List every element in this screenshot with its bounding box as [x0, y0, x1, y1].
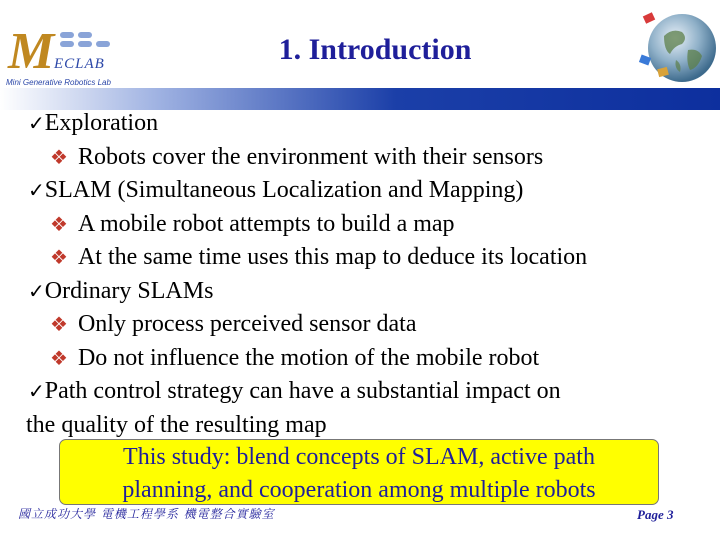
checkmark-icon: ✓ — [28, 111, 45, 135]
logo-subtitle: Mini Generative Robotics Lab — [6, 78, 111, 87]
page-number: Page 3 — [637, 507, 674, 522]
diamond-bullet-icon: ❖ — [50, 245, 68, 269]
diamond-bullet-icon: ❖ — [50, 345, 68, 370]
page-title: 1. Introduction — [278, 33, 472, 66]
highlight-line-1: This study: blend concepts of SLAM, active path — [123, 444, 595, 470]
diamond-bullet-icon: ❖ — [50, 144, 68, 169]
sub-bullet-item: ❖ Only process perceived sensor data — [50, 311, 417, 337]
bullet-item: ✓Exploration — [28, 110, 159, 136]
logo-robot-mark — [54, 30, 114, 56]
footer-institution: 國立成功大學 電機工程學系 機電整合實驗室 — [18, 507, 275, 521]
slide-content — [28, 107, 708, 442]
lab-logo — [2, 8, 130, 92]
checkmark-icon: ✓ — [28, 178, 45, 202]
sub-bullet-item: ❖ Do not influence the motion of the mobile robot — [50, 344, 540, 371]
highlight-line-2: planning, and cooperation among multiple robots — [122, 477, 596, 503]
logo-letter: M — [8, 23, 55, 80]
sub-bullet-item: ❖ At the same time uses this map to deduce its location — [50, 244, 588, 270]
checkmark-icon: ✓ — [28, 379, 45, 403]
logo-name: ECLAB — [54, 56, 105, 72]
sub-bullet-item: ❖ A mobile robot attempts to build a map — [50, 210, 455, 237]
bullet-continuation: the quality of the resulting map — [26, 411, 327, 438]
sub-bullet-item: ❖ Robots cover the environment with their sensors — [50, 143, 544, 170]
bullet-item: ✓Ordinary SLAMs — [28, 277, 214, 304]
globe-icon — [636, 6, 720, 90]
diamond-bullet-icon: ❖ — [50, 312, 68, 336]
bullet-item: ✓SLAM (Simultaneous Localization and Mapping) — [28, 177, 524, 203]
diamond-bullet-icon: ❖ — [50, 211, 68, 236]
bullet-item: ✓Path control strategy can have a substantial impact on — [28, 378, 561, 404]
highlight-text — [59, 441, 659, 507]
checkmark-icon: ✓ — [28, 278, 45, 303]
